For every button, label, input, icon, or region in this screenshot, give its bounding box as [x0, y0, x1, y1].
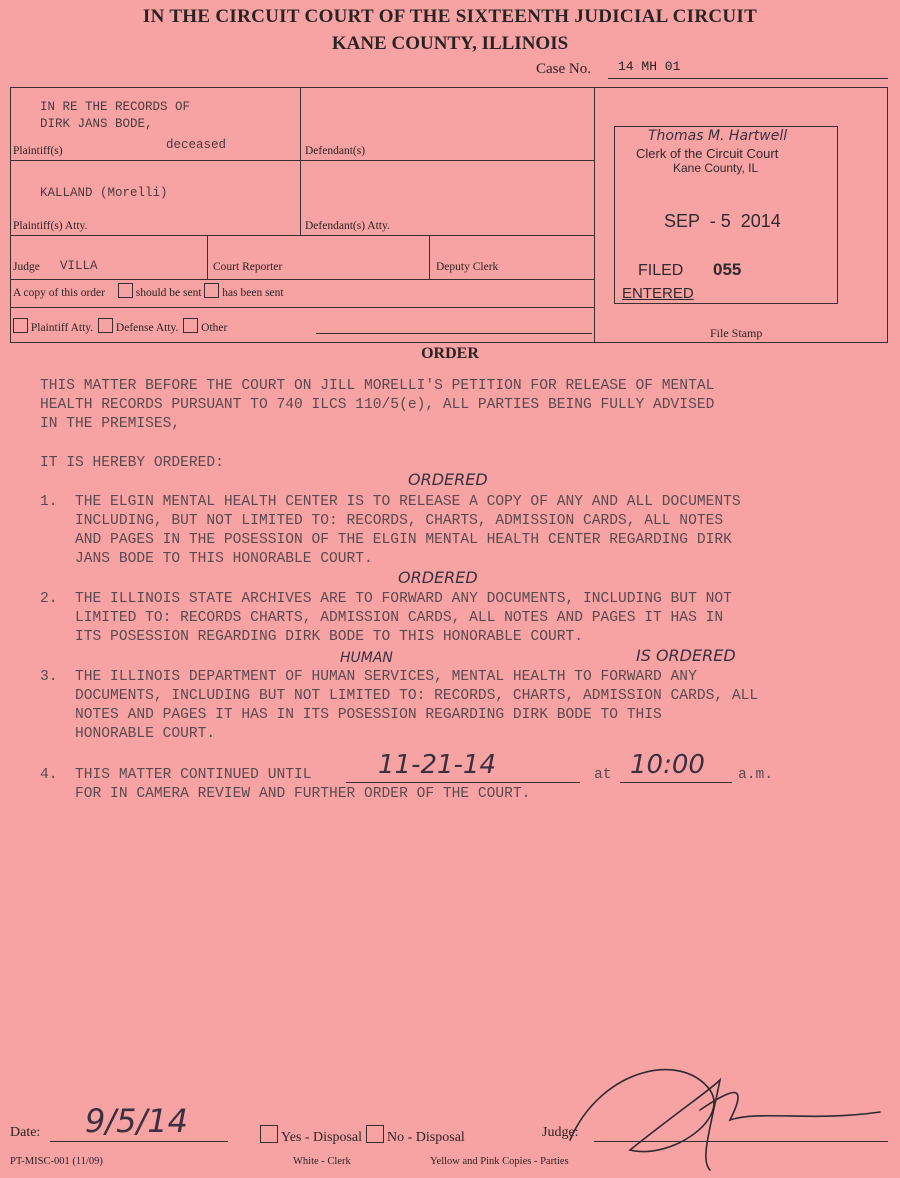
reporter-divider: [429, 235, 430, 279]
judge-label: Judge: [13, 261, 40, 273]
other-fill-line: [316, 333, 592, 334]
row-line-4: [10, 307, 594, 308]
county-heading: KANE COUNTY, ILLINOIS: [331, 33, 569, 54]
plaintiff-line2: DIRK JANS BODE,: [40, 117, 153, 131]
party-divider: [300, 87, 301, 235]
white-copy-note: White - Clerk: [293, 1156, 351, 1167]
order-item-1: 1. THE ELGIN MENTAL HEALTH CENTER IS TO RELEASE A COPY OF ANY AND ALL DOCUMENTS INCLUDING, BUT NOT LIMITED TO: RECORDS, CHARTS, ADMISSION CARDS, ALL NOTES AND PAGES IN THE POSESSION OF THE ELGIN MENTAL HEALTH CENTER REGARDING DIRK JANS BODE TO THIS HONORABLE COURT.: [40, 494, 741, 567]
row-line-1: [10, 160, 594, 161]
order-item-2: 2. THE ILLINOIS STATE ARCHIVES ARE TO FORWARD ANY DOCUMENTS, INCLUDING BUT NOT LIMITED TO: RECORDS CHARTS, ADMISSION CARDS, ALL NOTES AND PAGES IT HAS IN ITS POSESSION REGARDING DIRK BODE TO THIS HONORABLE COURT.: [40, 591, 732, 645]
plaintiff-atty-cb-label: Plaintiff Atty.: [30, 322, 94, 334]
plaintiff-atty-value: KALLAND (Morelli): [40, 186, 168, 200]
item3-handwritten-human: HUMAN: [340, 650, 393, 666]
disposal-options: [260, 1125, 465, 1146]
plaintiff-atty-checkbox[interactable]: [13, 318, 28, 333]
continued-date-line: [346, 782, 580, 783]
continued-date: 11-21-14: [378, 750, 497, 780]
copy-line: [13, 283, 284, 299]
stamp-filed: FILED: [638, 262, 684, 279]
no-disposal-checkbox[interactable]: [366, 1125, 384, 1143]
yes-disposal-checkbox[interactable]: [260, 1125, 278, 1143]
file-stamp-label: File Stamp: [710, 326, 763, 340]
row-line-3: [10, 279, 594, 280]
order-item-4-continued: FOR IN CAMERA REVIEW AND FURTHER ORDER OF THE COURT.: [40, 786, 531, 802]
should-be-sent-label: should be sent: [135, 287, 202, 299]
form-number: PT-MISC-001 (11/09): [10, 1156, 103, 1167]
has-been-sent-label: has been sent: [222, 287, 284, 299]
order-item-3: 3. THE ILLINOIS DEPARTMENT OF HUMAN SERVICES, MENTAL HEALTH TO FORWARD ANY DOCUMENTS, INCLUDING BUT NOT LIMITED TO: RECORDS, CHARTS, ADMISSION CARDS, ALL NOTES AND PAGES IT HAS IN ITS POSESSION REGARDING DIRK BODE TO THIS HONORABLE COURT.: [40, 669, 759, 742]
order-intro: THIS MATTER BEFORE THE COURT ON JILL MORELLI'S PETITION FOR RELEASE OF MENTAL HEALTH RECORDS PURSUANT TO 740 ILCS 110/5(e), ALL PARTIES BEING FULLY ADVISED IN THE PREMISES,: [40, 378, 715, 432]
judge-value: VILLA: [60, 259, 98, 273]
defendant-label: Defendant(s): [305, 145, 366, 157]
court-heading: IN THE CIRCUIT COURT OF THE SIXTEENTH JUDICIAL CIRCUIT: [142, 6, 758, 27]
order-item-4: 4. THIS MATTER CONTINUED UNTIL: [40, 767, 312, 783]
stamp-filed-number: 055: [713, 260, 742, 279]
item2-handwritten: ORDERED: [398, 568, 478, 587]
stamp-entered: ENTERED: [622, 285, 694, 302]
deputy-clerk-label: Deputy Clerk: [436, 261, 499, 273]
ordered-line: IT IS HEREBY ORDERED:: [40, 455, 224, 471]
date-line: [50, 1141, 228, 1142]
continued-time-line: [620, 782, 732, 783]
has-been-sent-checkbox[interactable]: [204, 283, 219, 298]
plaintiff-line3: deceased: [166, 138, 227, 152]
plaintiff-label: Plaintiff(s): [13, 145, 63, 157]
order-title: ORDER: [421, 345, 479, 362]
plaintiff-line1: IN RE THE RECORDS OF: [40, 100, 191, 114]
no-disposal-label: No - Disposal: [387, 1130, 465, 1145]
item4-ampm: a.m.: [738, 767, 774, 783]
date-value: 9/5/14: [85, 1102, 188, 1140]
item4-at: at: [594, 767, 612, 783]
continued-time: 10:00: [630, 750, 705, 780]
defense-atty-checkbox[interactable]: [98, 318, 113, 333]
defendant-atty-label: Defendant(s) Atty.: [305, 220, 390, 232]
case-number-line: [608, 78, 888, 79]
court-reporter-label: Court Reporter: [213, 261, 283, 273]
caption-divider: [594, 87, 595, 342]
clerk-signature: Thomas M. Hartwell: [648, 128, 788, 144]
judge-sign-label: Judge:: [542, 1125, 579, 1140]
plaintiff-atty-label: Plaintiff(s) Atty.: [13, 220, 88, 232]
recipients-line: [13, 318, 227, 334]
date-label: Date:: [10, 1125, 41, 1140]
stamp-county-line: Kane County, IL: [673, 161, 759, 175]
stamp-clerk-line: Clerk of the Circuit Court: [636, 146, 779, 161]
yes-disposal-label: Yes - Disposal: [280, 1130, 363, 1145]
yellow-pink-copy-note: Yellow and Pink Copies - Parties: [430, 1156, 569, 1167]
case-number-value: 14 MH 01: [618, 59, 681, 74]
item1-handwritten: ORDERED: [408, 470, 488, 489]
item3-handwritten-ordered: IS ORDERED: [636, 646, 736, 665]
other-checkbox[interactable]: [183, 318, 198, 333]
judge-signature: [560, 1050, 890, 1178]
copy-text: A copy of this order: [13, 287, 105, 299]
defense-atty-cb-label: Defense Atty.: [115, 322, 179, 334]
row-line-2: [10, 235, 594, 236]
should-be-sent-checkbox[interactable]: [118, 283, 133, 298]
other-cb-label: Other: [201, 322, 228, 334]
case-number-label: Case No.: [536, 61, 591, 77]
judge-divider: [207, 235, 208, 279]
stamp-date: SEP - 5 2014: [664, 211, 781, 231]
